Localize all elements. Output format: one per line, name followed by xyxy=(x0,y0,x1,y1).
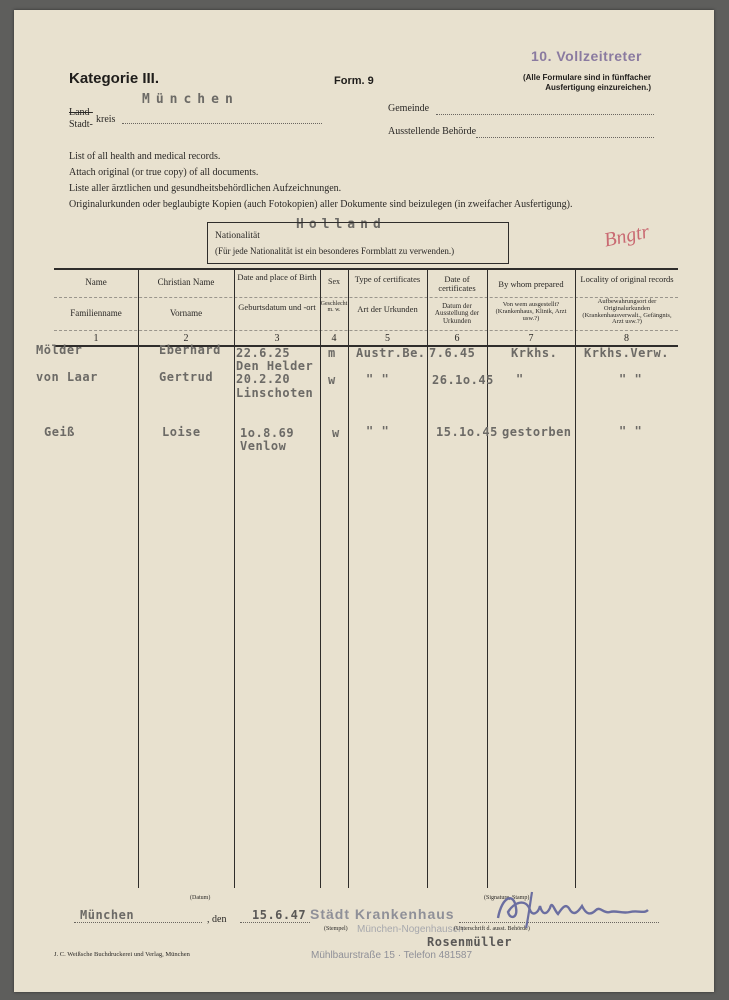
row-date: 7.6.45 xyxy=(429,346,476,360)
instruction-line-4: Originalurkunden oder beglaubigte Kopien (auch Fotokopien) aller Dokumente sind beizulegen (in zweifacher Ausfertigung). xyxy=(69,199,573,210)
col-header-type: Type of certificates xyxy=(354,274,421,284)
header-divider-2 xyxy=(54,330,678,331)
col-header-by-whom: By whom prepared xyxy=(498,279,564,289)
col-header-christian-name: Christian Name xyxy=(157,277,215,287)
col-header-geburt: Geburtsdatum und -ort xyxy=(238,302,316,312)
instruction-line-1: List of all health and medical records. xyxy=(69,151,221,162)
date-typed: 15.6.47 xyxy=(252,908,307,922)
row-locality: " " xyxy=(619,424,643,438)
row-name: Geiß xyxy=(44,425,75,439)
row-birth-date: 1o.8.69 xyxy=(240,426,295,440)
col-divider-5 xyxy=(427,268,428,888)
kreis-label: kreis xyxy=(96,114,116,125)
col-header-datum: Datum der Ausstellung der Urkunden xyxy=(434,302,480,325)
col-divider-4 xyxy=(348,268,349,888)
col-divider-1 xyxy=(138,268,139,888)
row-birth-place: Linschoten xyxy=(236,386,314,400)
col-number-3: 3 xyxy=(274,333,280,344)
row-locality: " " xyxy=(619,372,643,386)
den-label: , den xyxy=(207,914,227,925)
behoerde-dotted-line xyxy=(476,137,654,138)
col-header-art: Art der Urkunden xyxy=(357,304,418,314)
col-header-name: Name xyxy=(85,277,107,287)
header-divider-1 xyxy=(54,297,678,298)
category-title: Kategorie III. xyxy=(69,70,160,87)
place-typed: München xyxy=(80,908,135,922)
row-type: " " xyxy=(366,424,390,438)
table-top-rule xyxy=(54,268,678,270)
instruction-line-2: Attach original (or true copy) of all documents. xyxy=(69,167,259,178)
date-label: (Datum) xyxy=(190,895,211,901)
row-vorname: Gertrud xyxy=(159,370,214,384)
row-sex: w xyxy=(328,373,336,387)
place-dotted-line xyxy=(74,922,202,923)
nationality-box xyxy=(207,222,509,264)
row-sex: w xyxy=(332,426,340,440)
city-typed: München xyxy=(142,92,239,107)
signature-label-de: (Unterschrift d. ausst. Behörde) xyxy=(454,926,530,932)
nationality-value: Holland xyxy=(296,217,386,232)
nationality-note: (Für jede Nationalität ist ein besonderes Formblatt zu verwenden.) xyxy=(215,246,455,256)
col-number-4: 4 xyxy=(331,333,337,344)
form-number: Form. 9 xyxy=(334,75,374,87)
row-birth-date: 22.6.25 xyxy=(236,346,291,360)
clinic-address: Mühlbaurstraße 15 · Telefon 481587 xyxy=(311,950,473,961)
clinic-stamp-city: München-Nogenhausen xyxy=(357,924,464,935)
instruction-line-3: Liste aller ärztlichen und gesundheitsbehördlichen Aufzeichnungen. xyxy=(69,183,342,194)
col-header-birth: Date and place of Birth xyxy=(237,272,317,282)
col-divider-7 xyxy=(575,268,576,888)
row-birth-place: Venlow xyxy=(240,439,287,453)
row-locality: Krkhs.Verw. xyxy=(584,346,669,360)
col-divider-2 xyxy=(234,268,235,888)
col-number-2: 2 xyxy=(183,333,189,344)
row-birth-date: 20.2.20 xyxy=(236,372,291,386)
col-number-6: 6 xyxy=(454,333,460,344)
red-handwritten-mark: Bngtr xyxy=(602,220,652,252)
row-date: 15.1o.45 xyxy=(436,425,498,439)
gemeinde-dotted-line xyxy=(436,114,654,115)
row-type: Austr.Be. xyxy=(356,346,426,360)
col-header-aufbewahrung: Aufbewahrungsort der Originalurkunden (Krankenhausverwalt., Gefängnis, Arzt usw.?) xyxy=(582,298,672,326)
row-by-whom: Krkhs. xyxy=(511,346,558,360)
col-divider-6 xyxy=(487,268,488,888)
row-date: 26.1o.45 xyxy=(432,373,494,387)
top-right-stamp: 10. Vollzeitreter xyxy=(531,48,642,64)
row-type: " " xyxy=(366,372,390,386)
col-header-vorname: Vorname xyxy=(169,308,203,318)
col-divider-3 xyxy=(320,268,321,888)
row-sex: m xyxy=(328,346,336,360)
row-by-whom: " xyxy=(516,372,524,386)
stamp-label: (Stempel) xyxy=(324,926,348,932)
col-header-geschlecht: Geschlecht m. w. xyxy=(320,301,348,314)
instruction-note-2: Ausfertigung einzureichen.) xyxy=(545,83,651,92)
nationality-label: Nationalität xyxy=(215,231,260,241)
col-header-sex: Sex xyxy=(328,277,340,286)
row-name: Mölder xyxy=(36,343,83,357)
handwritten-signature-icon xyxy=(492,884,652,932)
row-name: von Laar xyxy=(36,370,98,384)
col-number-1: 1 xyxy=(93,333,99,344)
date-dotted-line xyxy=(240,922,310,923)
signatory-typed: Rosenmüller xyxy=(427,935,512,949)
land-label: Land- xyxy=(69,107,93,118)
col-number-8: 8 xyxy=(624,333,629,344)
clinic-stamp-name: Städt Krankenhaus xyxy=(310,906,455,922)
row-vorname: Loise xyxy=(162,425,201,439)
col-header-locality: Locality of original records xyxy=(580,274,674,284)
form-sheet xyxy=(14,10,714,992)
kreis-dotted-line xyxy=(122,123,322,124)
behoerde-label: Ausstellende Behörde xyxy=(388,126,477,137)
row-vorname: Eberhard xyxy=(159,343,221,357)
col-header-familienname: Familienname xyxy=(70,308,122,318)
col-number-5: 5 xyxy=(385,333,390,344)
col-header-date: Date of certificates xyxy=(438,274,476,293)
gemeinde-label: Gemeinde xyxy=(388,103,430,114)
stadt-label: Stadt- xyxy=(69,119,93,130)
row-by-whom: gestorben xyxy=(502,425,572,439)
col-number-7: 7 xyxy=(528,333,534,344)
instruction-note-1: (Alle Formulare sind in fünffacher xyxy=(522,73,651,82)
signature-label: (Signature, Stamp) xyxy=(484,895,530,901)
printer-credit: J. C. Weißsche Buchdruckerei und Verlag, München xyxy=(54,951,190,958)
col-header-von-wem: Von wem ausgestellt? (Krankenhaus, Klinik, Arzt usw.?) xyxy=(495,301,567,322)
row-birth-place: Den Helder xyxy=(236,359,314,373)
